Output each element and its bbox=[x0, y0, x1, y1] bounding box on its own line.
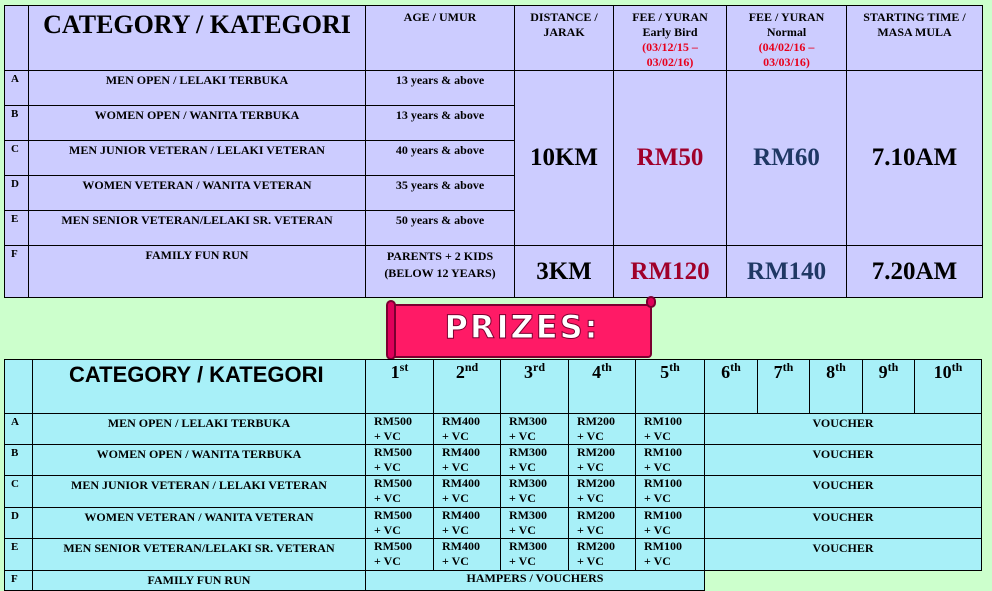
prize-row-family bbox=[5, 571, 982, 591]
prize-5th bbox=[636, 476, 705, 508]
place-9 bbox=[863, 360, 915, 414]
place-6 bbox=[705, 360, 758, 414]
prize-vc: + VC bbox=[509, 460, 536, 474]
row-letter: C bbox=[5, 141, 29, 176]
prize-amount: RM300 bbox=[509, 476, 547, 490]
prize-amount: RM100 bbox=[644, 414, 682, 428]
prize-voucher: VOUCHER bbox=[705, 445, 982, 476]
prize-row bbox=[5, 539, 982, 571]
prize-vc: + VC bbox=[374, 523, 401, 537]
prize-vc: + VC bbox=[577, 554, 604, 568]
place-suffix: rd bbox=[533, 360, 545, 374]
row-category: WOMEN OPEN / WANITA TERBUKA bbox=[33, 445, 366, 476]
race-schedule-table bbox=[4, 5, 983, 298]
distance-3km: 3KM bbox=[515, 246, 614, 298]
row-letter: B bbox=[5, 445, 33, 476]
prize-4th bbox=[569, 539, 636, 571]
fee-early-family: RM120 bbox=[614, 246, 727, 298]
row-category: MEN JUNIOR VETERAN / LELAKI VETERAN bbox=[33, 476, 366, 508]
row-letter: F bbox=[5, 246, 29, 298]
place-2 bbox=[434, 360, 501, 414]
place-suffix: th bbox=[601, 360, 612, 374]
prize-3rd bbox=[501, 445, 569, 476]
prize-1st bbox=[366, 445, 434, 476]
prize-row bbox=[5, 508, 982, 539]
place-number: 9 bbox=[878, 362, 888, 382]
start-time-10km: 7.10AM bbox=[847, 71, 983, 246]
place-suffix: nd bbox=[464, 360, 479, 374]
prize-vc: + VC bbox=[644, 460, 671, 474]
prize-amount: RM200 bbox=[577, 445, 615, 459]
prize-amount: RM300 bbox=[509, 414, 547, 428]
prize-vc: + VC bbox=[374, 491, 401, 505]
row-age: 13 years & above bbox=[366, 106, 515, 141]
prize-1st bbox=[366, 476, 434, 508]
prize-amount: RM400 bbox=[442, 508, 480, 522]
prize-voucher: VOUCHER bbox=[705, 508, 982, 539]
prize-amount: RM100 bbox=[644, 476, 682, 490]
header-fee-early-dates-line1: (03/12/15 – bbox=[642, 40, 698, 54]
prize-amount: RM500 bbox=[374, 414, 412, 428]
prize-5th bbox=[636, 414, 705, 445]
prize-1st bbox=[366, 508, 434, 539]
header-fee-early-dates-line2: 03/02/16) bbox=[646, 55, 694, 69]
prize-vc: + VC bbox=[577, 460, 604, 474]
prize-vc: + VC bbox=[577, 429, 604, 443]
prize-4th bbox=[569, 476, 636, 508]
prize-vc: + VC bbox=[509, 429, 536, 443]
prize-4th bbox=[569, 445, 636, 476]
header-distance-line1: DISTANCE / bbox=[530, 10, 598, 24]
row-letter: E bbox=[5, 539, 33, 571]
prizes-header-blank bbox=[5, 360, 33, 414]
row-category: MEN SENIOR VETERAN/LELAKI SR. VETERAN bbox=[33, 539, 366, 571]
prizes-banner bbox=[386, 300, 658, 360]
row-category: WOMEN VETERAN / WANITA VETERAN bbox=[29, 176, 366, 211]
place-suffix: th bbox=[782, 360, 794, 374]
prize-2nd bbox=[434, 539, 501, 571]
prize-amount: RM100 bbox=[644, 508, 682, 522]
place-7 bbox=[758, 360, 810, 414]
prize-amount: RM300 bbox=[509, 445, 547, 459]
prize-3rd bbox=[501, 476, 569, 508]
place-10 bbox=[915, 360, 982, 414]
prize-amount: RM400 bbox=[442, 414, 480, 428]
prize-vc: + VC bbox=[644, 523, 671, 537]
header-blank bbox=[5, 6, 29, 71]
prize-vc: + VC bbox=[577, 523, 604, 537]
header-category: CATEGORY / KATEGORI bbox=[29, 6, 366, 71]
prize-amount: RM200 bbox=[577, 508, 615, 522]
prize-amount: RM200 bbox=[577, 414, 615, 428]
place-number: 2 bbox=[455, 362, 465, 382]
prize-amount: RM100 bbox=[644, 445, 682, 459]
prize-vc: + VC bbox=[374, 554, 401, 568]
header-fee-normal-dates-line1: (04/02/16 – bbox=[758, 40, 815, 54]
prize-3rd bbox=[501, 539, 569, 571]
prize-vc: + VC bbox=[644, 554, 671, 568]
row-letter: A bbox=[5, 414, 33, 445]
row-age: 35 years & above bbox=[366, 176, 515, 211]
place-suffix: th bbox=[730, 360, 741, 374]
prize-2nd bbox=[434, 476, 501, 508]
header-start-time bbox=[847, 6, 983, 71]
place-suffix: th bbox=[669, 360, 680, 374]
row-letter: F bbox=[5, 571, 33, 591]
prize-2nd bbox=[434, 414, 501, 445]
banner-title: PRIZES: bbox=[444, 308, 600, 346]
row-letter: B bbox=[5, 106, 29, 141]
row-age-family bbox=[366, 246, 515, 298]
place-number: 4 bbox=[592, 362, 602, 382]
row-letter: D bbox=[5, 176, 29, 211]
distance-10km: 10KM bbox=[515, 71, 614, 246]
row-category: MEN SENIOR VETERAN/LELAKI SR. VETERAN bbox=[29, 211, 366, 246]
banner-right-roll bbox=[646, 296, 656, 308]
prize-amount: RM400 bbox=[442, 476, 480, 490]
header-fee-early bbox=[614, 6, 727, 71]
prize-row bbox=[5, 414, 982, 445]
place-number: 5 bbox=[660, 362, 670, 382]
prizes-header-category: CATEGORY / KATEGORI bbox=[33, 360, 366, 414]
row-category: WOMEN OPEN / WANITA TERBUKA bbox=[29, 106, 366, 141]
prize-vc: + VC bbox=[577, 491, 604, 505]
prize-amount: RM500 bbox=[374, 539, 412, 553]
place-4 bbox=[569, 360, 636, 414]
prize-amount: RM400 bbox=[442, 445, 480, 459]
prizes-header-row bbox=[5, 360, 982, 414]
prize-vc: + VC bbox=[442, 554, 469, 568]
prize-amount: RM200 bbox=[577, 539, 615, 553]
row-age: 40 years & above bbox=[366, 141, 515, 176]
prize-amount: RM400 bbox=[442, 539, 480, 553]
header-age: AGE / UMUR bbox=[366, 6, 515, 71]
prize-amount: RM200 bbox=[577, 476, 615, 490]
start-time-family: 7.20AM bbox=[847, 246, 983, 298]
prize-vc: + VC bbox=[442, 491, 469, 505]
header-fee-normal-line1: FEE / YURAN bbox=[748, 10, 825, 24]
prize-row bbox=[5, 445, 982, 476]
prize-vc: + VC bbox=[442, 460, 469, 474]
row-category: MEN OPEN / LELAKI TERBUKA bbox=[29, 71, 366, 106]
fee-normal-10km: RM60 bbox=[727, 71, 847, 246]
family-age-line1: PARENTS + 2 KIDS bbox=[386, 249, 494, 263]
prize-vc: + VC bbox=[509, 523, 536, 537]
prize-3rd bbox=[501, 414, 569, 445]
prize-voucher: VOUCHER bbox=[705, 539, 982, 571]
family-empty-area bbox=[705, 571, 982, 591]
place-suffix: th bbox=[887, 360, 899, 374]
prize-2nd bbox=[434, 508, 501, 539]
header-start-line2: MASA MULA bbox=[877, 25, 952, 39]
place-5 bbox=[636, 360, 705, 414]
row-letter: A bbox=[5, 71, 29, 106]
header-fee-normal-line2: Normal bbox=[766, 25, 807, 39]
header-distance-line2: JARAK bbox=[543, 25, 585, 39]
family-age-line2: (BELOW 12 YEARS) bbox=[384, 266, 496, 280]
place-number: 7 bbox=[773, 362, 783, 382]
place-number: 8 bbox=[826, 362, 836, 382]
prize-amount: RM100 bbox=[644, 539, 682, 553]
prize-hampers: HAMPERS / VOUCHERS bbox=[366, 571, 705, 591]
place-suffix: st bbox=[399, 360, 409, 374]
prize-vc: + VC bbox=[374, 460, 401, 474]
prize-vc: + VC bbox=[442, 523, 469, 537]
prize-amount: RM500 bbox=[374, 476, 412, 490]
schedule-row-family bbox=[5, 246, 983, 298]
prize-1st bbox=[366, 414, 434, 445]
prize-voucher: VOUCHER bbox=[705, 476, 982, 508]
header-fee-early-line1: FEE / YURAN bbox=[632, 10, 708, 24]
row-letter: D bbox=[5, 508, 33, 539]
prize-vc: + VC bbox=[442, 429, 469, 443]
row-category: FAMILY FUN RUN bbox=[33, 571, 366, 591]
row-category: FAMILY FUN RUN bbox=[29, 246, 366, 298]
prizes-table bbox=[4, 359, 982, 591]
prize-voucher: VOUCHER bbox=[705, 414, 982, 445]
place-1 bbox=[366, 360, 434, 414]
prize-amount: RM300 bbox=[509, 539, 547, 553]
prize-vc: + VC bbox=[509, 554, 536, 568]
prize-5th bbox=[636, 508, 705, 539]
header-start-line1: STARTING TIME / bbox=[863, 10, 966, 24]
schedule-row bbox=[5, 71, 983, 106]
prize-vc: + VC bbox=[509, 491, 536, 505]
header-fee-early-line2: Early Bird bbox=[642, 25, 698, 39]
prize-3rd bbox=[501, 508, 569, 539]
prize-amount: RM500 bbox=[374, 508, 412, 522]
fee-normal-family: RM140 bbox=[727, 246, 847, 298]
place-suffix: th bbox=[951, 360, 963, 374]
place-suffix: th bbox=[835, 360, 846, 374]
row-letter: E bbox=[5, 211, 29, 246]
header-fee-normal bbox=[727, 6, 847, 71]
fee-early-10km: RM50 bbox=[614, 71, 727, 246]
place-number: 10 bbox=[933, 362, 952, 382]
prize-1st bbox=[366, 539, 434, 571]
row-category: WOMEN VETERAN / WANITA VETERAN bbox=[33, 508, 366, 539]
place-8 bbox=[810, 360, 863, 414]
prize-vc: + VC bbox=[644, 429, 671, 443]
prize-4th bbox=[569, 414, 636, 445]
place-number: 1 bbox=[390, 362, 400, 382]
schedule-header-row bbox=[5, 6, 983, 71]
prize-2nd bbox=[434, 445, 501, 476]
place-number: 3 bbox=[524, 362, 533, 382]
row-category: MEN JUNIOR VETERAN / LELAKI VETERAN bbox=[29, 141, 366, 176]
header-fee-normal-dates-line2: 03/03/16) bbox=[763, 55, 810, 69]
place-3 bbox=[501, 360, 569, 414]
prize-amount: RM300 bbox=[509, 508, 547, 522]
prize-vc: + VC bbox=[374, 429, 401, 443]
prize-5th bbox=[636, 445, 705, 476]
prize-4th bbox=[569, 508, 636, 539]
row-age: 13 years & above bbox=[366, 71, 515, 106]
prize-5th bbox=[636, 539, 705, 571]
prize-row bbox=[5, 476, 982, 508]
row-age: 50 years & above bbox=[366, 211, 515, 246]
prize-amount: RM500 bbox=[374, 445, 412, 459]
prize-vc: + VC bbox=[644, 491, 671, 505]
place-number: 6 bbox=[721, 362, 731, 382]
row-letter: C bbox=[5, 476, 33, 508]
row-category: MEN OPEN / LELAKI TERBUKA bbox=[33, 414, 366, 445]
header-distance bbox=[515, 6, 614, 71]
